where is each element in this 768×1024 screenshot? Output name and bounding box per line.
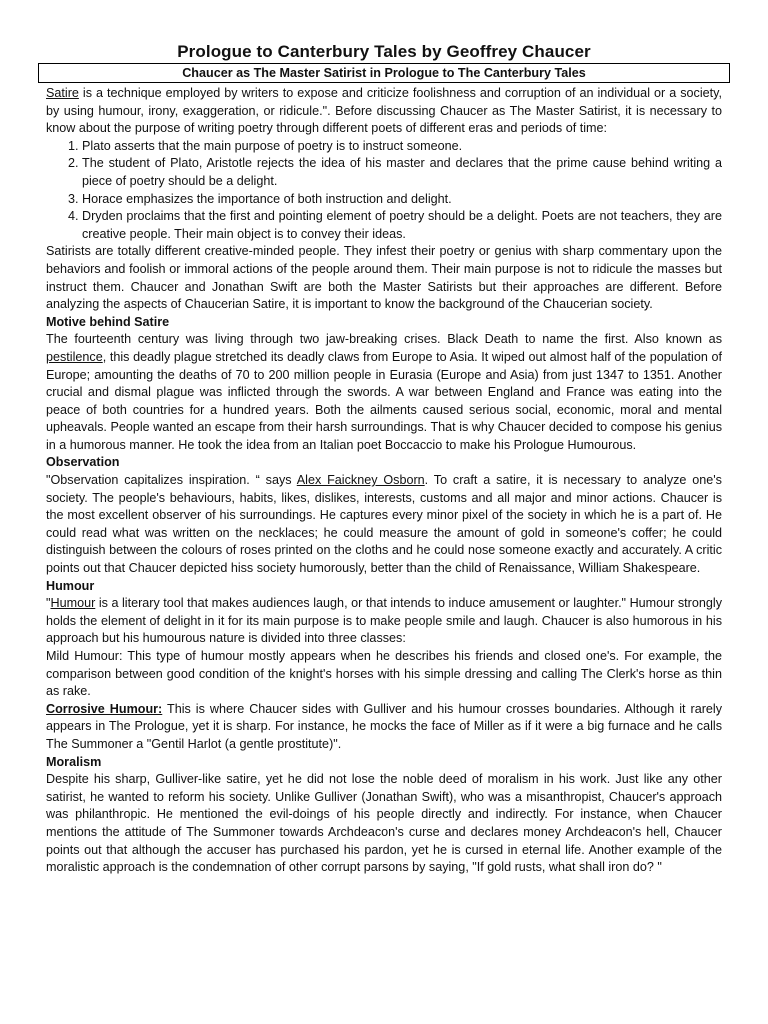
corrosive-humour-label: Corrosive Humour: xyxy=(46,701,163,716)
humour-link[interactable]: Humour xyxy=(50,596,96,611)
list-item: 1. Plato asserts that the main purpose of poetry is to instruct someone. xyxy=(82,138,722,156)
satire-term: Satire xyxy=(46,86,79,100)
motive-heading: Motive behind Satire xyxy=(46,314,170,329)
list-item: 4. Dryden proclaims that the first and pointing element of poetry should be a delight. Poets are not teachers, they are creative people. Their main object is to convey their ideas. xyxy=(82,208,722,243)
moralism-paragraph: Despite his sharp, Gulliver-like satire, yet he did not lose the noble deed of moralism in his work. Just like any other satirist, he wanted to reform his society. Unlike Gulliver (Jonathan Swift), who was a misanthropist, Chaucer's approach was philanthropic. He mentioned the evil-doings of his people directly and indirectly. For instance, when Chaucer mentions the attitude of The Summoner towards Archdeacon's curse and declares money Archdeacon's hell, Chaucer points out that although the accuser has purchased his pardon, yet he is cursed in eternal life. Another example of the moralistic approach is the condemnation of other corrupt parsons by saying, "If gold rusts, what shall iron do? " xyxy=(46,772,722,875)
intro-paragraph xyxy=(46,85,722,138)
motive-text-1: The fourteenth century was living through two jaw-breaking crises. Black Death to name the first. Also known as xyxy=(46,332,722,347)
observation-text-2: . To craft a satire, it is necessary to analyze one's society. The people's behaviours, habits, likes, dislikes, interests, customs and all major and minor actions. Chaucer is the most excellent observer of his surroundings. He captures every minor pixel of the society in which he is a part of. He could read what was written on the necklaces; he could measure the amount of gold in someone's coffer; he could distinguish between the colours of roses printed on the cloths and he could nose someone exactly and accurately. A critic points out that Chaucer depicted hiss society humorously, better than the child of Renaissance, William Shakespeare. xyxy=(46,473,722,576)
document-title: Prologue to Canterbury Tales by Geoffrey Chaucer xyxy=(177,42,591,61)
list-item: 2. The student of Plato, Aristotle rejects the idea of his master and declares that the prime cause behind writing a piece of poetry should be a delight. xyxy=(82,155,722,190)
observation-heading: Observation xyxy=(46,455,120,470)
observation-text-1: "Observation capitalizes inspiration. “ says xyxy=(46,473,297,488)
quote-mark: " xyxy=(46,596,51,611)
pestilence-link[interactable]: pestilence xyxy=(46,349,103,364)
poets-list xyxy=(46,138,722,244)
motive-paragraph xyxy=(46,331,722,454)
humour-definition-text: is a literary tool that makes audiences laugh, or that intends to induce amusement or laughter." Humour strongly holds the element of delight in it for its main purpose is to make people smile and laugh. Chaucer is also humorous in his approach but his humourous nature is divided into three classes: xyxy=(46,596,722,646)
satirists-paragraph: Satirists are totally different creative-minded people. They infest their poetry or genius with sharp commentary upon the behaviors and foolish or immoral actions of the people around them. Their main purpose is not to ridicule the masses but instruct them. Chaucer and Jonathan Swift are both the Master Satirists but their approaches are different. Before analyzing the aspects of Chaucerian Satire, it is important to know the background of the Chaucerian society. xyxy=(46,244,722,312)
corrosive-humour-paragraph xyxy=(46,701,722,754)
document-subtitle-box: Chaucer as The Master Satirist in Prologue to The Canterbury Tales xyxy=(38,63,730,83)
mild-humour-paragraph: Mild Humour: This type of humour mostly appears when he describes his friends and closed one's. For example, the comparison between good condition of the knight's horses with his simple dressing and calling The Clerk's horse as thin as rake. xyxy=(46,649,722,699)
humour-definition-paragraph xyxy=(46,595,722,648)
osborn-link[interactable]: Alex Faickney Osborn xyxy=(296,473,425,488)
motive-text-2: , this deadly plague stretched its deadly claws from Europe to Asia. It wiped out almost half of the population of Europe; amounting the deaths of 70 to 200 million people in Eurasia (Europe and Asia) from just 1347 to 1351. Another crucial and dismal plague was inflicted through the swords. A war between England and France was eating into the peace of both countries for a hundred years. Both the ailments caused serious social, economic, moral and mental upheavals. People wanted an escape from their harsh surroundings. That is why Chaucer decided to compose his genius in a humorous manner. He took the idea from an Italian poet Boccaccio to make his Prologue Humourous. xyxy=(46,349,722,452)
list-item: 3. Horace emphasizes the importance of both instruction and delight. xyxy=(82,191,722,209)
observation-paragraph xyxy=(46,472,722,578)
moralism-heading: Moralism xyxy=(46,754,102,769)
intro-text: is a technique employed by writers to expose and criticize foolishness and corruption of an individual or a society, by using humour, irony, exaggeration, or ridicule.". Before discussing Chaucer as The Master Satirist, it is necessary to know about the purpose of writing poetry through different poets of different eras and periods of time: xyxy=(46,86,722,136)
corrosive-humour-text: This is where Chaucer sides with Gulliver and his humour crosses boundaries. Although it rarely appears in The Prologue, yet it is sharp. For instance, he mocks the face of Miller as if it were a big furnace and he calls The Summoner a "Gentil Harlot (a gentle prostitute)". xyxy=(46,701,723,751)
humour-heading: Humour xyxy=(46,578,95,593)
